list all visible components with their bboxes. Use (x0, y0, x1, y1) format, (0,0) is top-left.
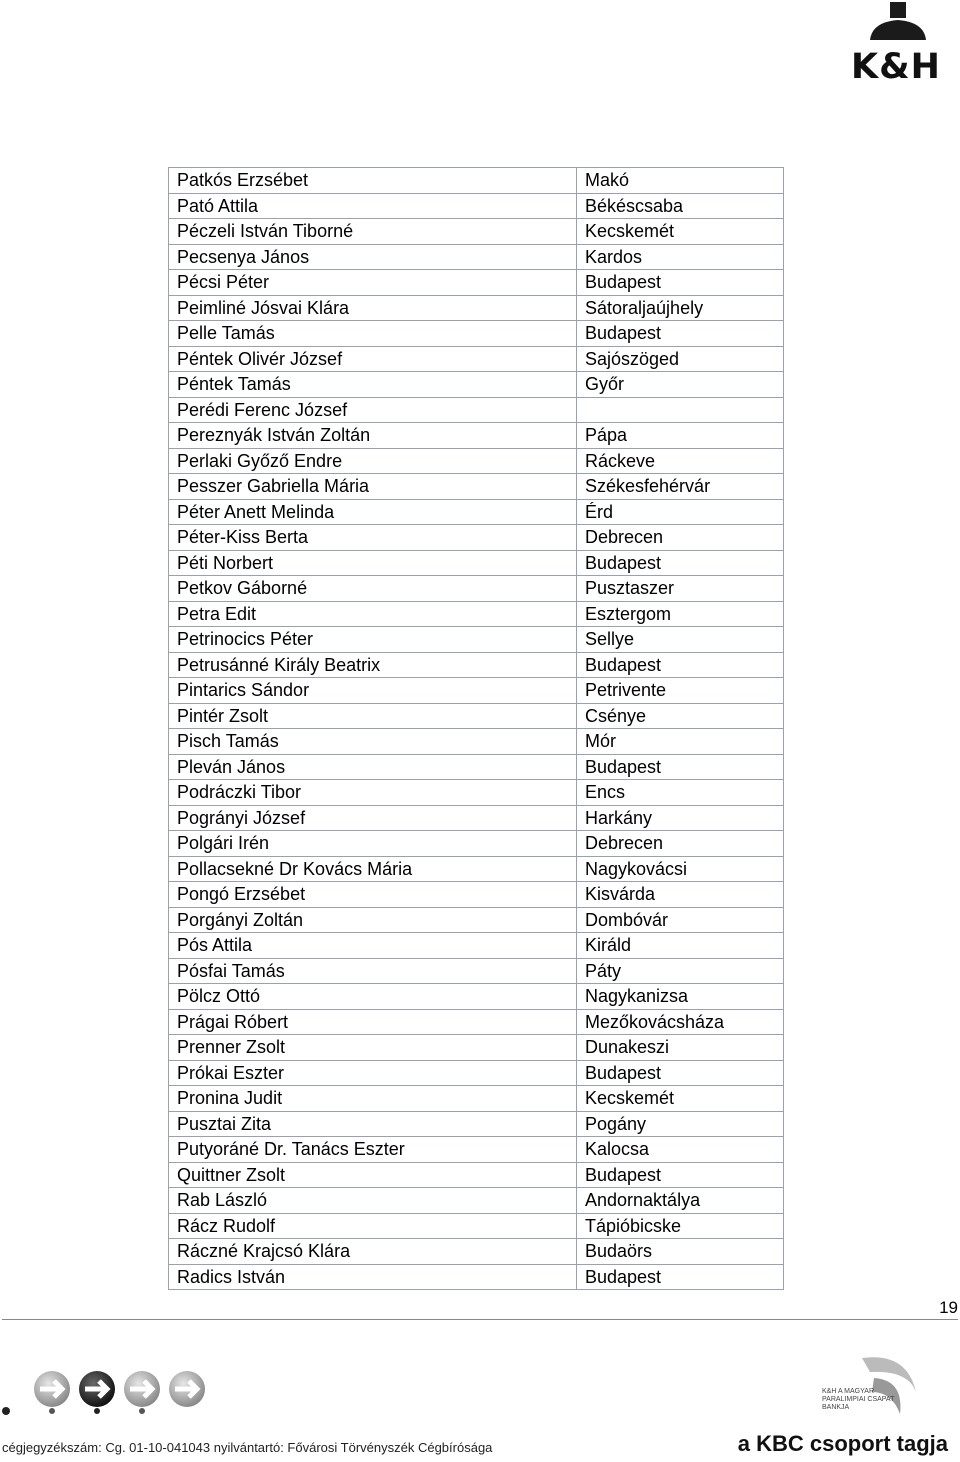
table-row (169, 907, 783, 933)
town-name: Pápa (585, 425, 628, 445)
town-name: Sajószöged (585, 348, 680, 369)
person-name: Péczeli István Tiborné (169, 219, 577, 244)
town-name: Békéscsaba (585, 195, 684, 216)
arrow-circle-icon (169, 1371, 205, 1407)
person-name: Petrinocics Péter (169, 627, 577, 652)
town-name: Kecskemét (585, 1088, 675, 1108)
town-name: Budapest (585, 1164, 662, 1185)
table-row (169, 269, 783, 295)
town-name: Budapest (585, 654, 662, 675)
table-row (169, 652, 783, 678)
person-name: Pleván János (169, 755, 577, 780)
person-name: Peimliné Jósvai Klára (169, 296, 577, 321)
table-row (169, 601, 783, 627)
table-row (169, 1213, 783, 1239)
table-row (169, 958, 783, 984)
town-name: Pogány (585, 1113, 647, 1134)
table-row (169, 805, 783, 831)
town-name: Tápióbicske (585, 1215, 682, 1236)
town-name: Érd (585, 501, 614, 522)
person-name: Patkós Erzsébet (169, 168, 577, 193)
arrow-circle-icon (34, 1371, 70, 1407)
town-name: Páty (585, 960, 622, 981)
table-row (169, 754, 783, 780)
town-name: Debrecen (585, 833, 664, 853)
table-row (169, 550, 783, 576)
person-name: Pogrányi József (169, 806, 577, 831)
person-name: Pós Attila (169, 933, 577, 958)
person-name: Pongó Erzsébet (169, 882, 577, 907)
town-name: Petrivente (585, 680, 667, 700)
table-row (169, 167, 783, 193)
person-name: Pollacsekné Dr Kovács Mária (169, 857, 577, 882)
table-row (169, 320, 783, 346)
town-name: Esztergom (585, 603, 672, 624)
table-row (169, 1085, 783, 1111)
person-name: Prókai Eszter (169, 1061, 577, 1086)
town-name: Sellye (585, 629, 635, 649)
person-name: Pató Attila (169, 194, 577, 219)
person-name: Péter-Kiss Berta (169, 525, 577, 550)
town-name: Debrecen (585, 527, 664, 547)
kbc-head-icon (868, 2, 928, 42)
person-name: Pölcz Ottó (169, 984, 577, 1009)
footer-divider (2, 1319, 958, 1320)
table-row (169, 1060, 783, 1086)
table-row (169, 193, 783, 219)
arrow-decoration (0, 1365, 220, 1425)
town-name: Andornaktálya (585, 1190, 701, 1210)
person-name: Quittner Zsolt (169, 1163, 577, 1188)
person-name: Péti Norbert (169, 551, 577, 576)
town-name (577, 398, 783, 423)
town-name: Székesfehérvár (585, 476, 711, 496)
person-name: Pesszer Gabriella Mária (169, 474, 577, 499)
arrow-circle-icon (79, 1371, 115, 1407)
person-name: Prágai Róbert (169, 1010, 577, 1035)
person-name: Péntek Olivér József (169, 347, 577, 372)
table-row (169, 524, 783, 550)
arrow-circle-icon (124, 1371, 160, 1407)
town-name: Nagykovácsi (585, 858, 688, 879)
table-row (169, 397, 783, 423)
person-name: Petrusánné Király Beatrix (169, 653, 577, 678)
table-row (169, 244, 783, 270)
town-name: Sátoraljaújhely (585, 297, 704, 318)
table-row (169, 295, 783, 321)
table-row (169, 371, 783, 397)
town-name: Kecskemét (585, 221, 675, 241)
table-row (169, 422, 783, 448)
person-name: Pécsi Péter (169, 270, 577, 295)
table-row (169, 1238, 783, 1264)
person-name: Petra Edit (169, 602, 577, 627)
town-name: Győr (585, 374, 625, 394)
table-row (169, 473, 783, 499)
town-name: Budapest (585, 272, 662, 292)
town-name: Harkány (585, 807, 653, 828)
person-name: Polgári Irén (169, 831, 577, 856)
town-name: Budaörs (585, 1241, 653, 1261)
person-name: Rab László (169, 1188, 577, 1213)
table-row (169, 1162, 783, 1188)
town-name: Ráckeve (585, 450, 656, 471)
names-table (168, 167, 784, 1290)
person-name: Ráczné Krajcsó Klára (169, 1239, 577, 1264)
person-name: Péter Anett Melinda (169, 500, 577, 525)
town-name: Kalocsa (585, 1139, 650, 1159)
person-name: Perédi Ferenc József (169, 398, 577, 423)
town-name: Pusztaszer (585, 578, 675, 598)
person-name: Putyoráné Dr. Tanács Eszter (169, 1137, 577, 1162)
town-name: Kisvárda (585, 884, 656, 904)
table-row (169, 856, 783, 882)
person-name: Pronina Judit (169, 1086, 577, 1111)
table-row (169, 932, 783, 958)
town-name: Nagykanizsa (585, 986, 689, 1006)
table-row (169, 983, 783, 1009)
town-name: Budapest (585, 552, 662, 573)
company-registry: cégjegyzékszám: Cg. 01-10-041043 nyilvántartó: Fővárosi Törvényszék Cégbírósága (2, 1440, 493, 1455)
page-number: 19 (939, 1298, 958, 1317)
table-row (169, 1111, 783, 1137)
town-name: Budapest (585, 756, 662, 777)
town-name: Dunakeszi (585, 1037, 670, 1057)
town-name: Budapest (585, 323, 662, 343)
person-name: Péntek Tamás (169, 372, 577, 397)
kbc-group-tagline: a KBC csoport tagja (737, 1431, 948, 1456)
person-name: Pereznyák István Zoltán (169, 423, 577, 448)
table-row (169, 703, 783, 729)
person-name: Petkov Gáborné (169, 576, 577, 601)
table-row (169, 1009, 783, 1035)
table-row (169, 881, 783, 907)
person-name: Pintarics Sándor (169, 678, 577, 703)
table-row (169, 1136, 783, 1162)
kh-logo (838, 2, 954, 90)
person-name: Radics István (169, 1265, 577, 1290)
town-name: Mór (585, 731, 616, 751)
table-row (169, 575, 783, 601)
table-row (169, 1187, 783, 1213)
person-name: Pósfai Tamás (169, 959, 577, 984)
table-row (169, 499, 783, 525)
town-name: Királd (585, 935, 632, 955)
town-name: Makó (585, 170, 630, 190)
table-row (169, 677, 783, 703)
table-row (169, 1264, 783, 1290)
person-name: Perlaki Győző Endre (169, 449, 577, 474)
town-name: Budapest (585, 1062, 662, 1083)
table-row (169, 218, 783, 244)
person-name: Pusztai Zita (169, 1112, 577, 1137)
table-row (169, 448, 783, 474)
logo-text: K&H (851, 47, 941, 87)
table-row (169, 779, 783, 805)
person-name: Pelle Tamás (169, 321, 577, 346)
town-name: Encs (585, 782, 626, 802)
person-name: Pecsenya János (169, 245, 577, 270)
emblem-text: K&H A MAGYAR PARALIMPIAI CSAPAT BANKJA (822, 1388, 895, 1411)
person-name: Rácz Rudolf (169, 1214, 577, 1239)
person-name: Pintér Zsolt (169, 704, 577, 729)
person-name: Prenner Zsolt (169, 1035, 577, 1060)
person-name: Pisch Tamás (169, 729, 577, 754)
town-name: Csénye (585, 705, 647, 726)
table-row (169, 728, 783, 754)
person-name: Podráczki Tibor (169, 780, 577, 805)
table-row (169, 346, 783, 372)
town-name: Kardos (585, 246, 643, 267)
table-row (169, 1034, 783, 1060)
town-name: Dombóvár (585, 909, 669, 930)
table-row (169, 830, 783, 856)
table-row (169, 626, 783, 652)
town-name: Mezőkovácsháza (585, 1011, 725, 1032)
person-name: Porgányi Zoltán (169, 908, 577, 933)
town-name: Budapest (585, 1266, 662, 1287)
